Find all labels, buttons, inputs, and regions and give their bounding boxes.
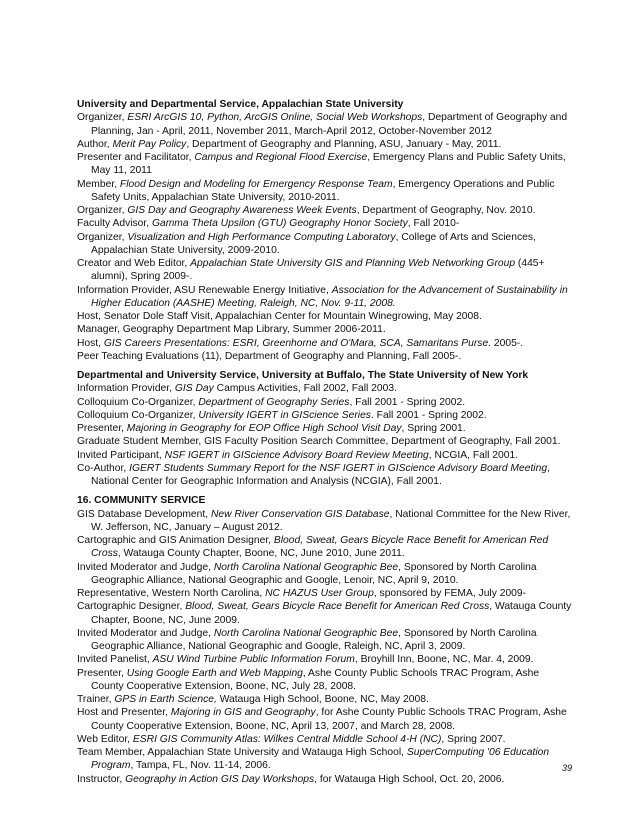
entry-text: , Broyhill Inn, Boone, NC, Mar. 4, 2009. <box>354 654 534 666</box>
service-entry <box>77 508 572 535</box>
entry-title-text: Flood Design and Modeling for Emergency Response Team <box>119 178 393 190</box>
entry-text: , Spring 2007. <box>441 733 506 745</box>
entry-text: Invited Moderator and Judge, <box>77 627 214 639</box>
entry-text: Host, <box>77 337 104 349</box>
entry-text: , Emergency Operations and Public Safety Units, Appalachian State University, 2010-2011. <box>91 178 555 203</box>
entry-title-text: Blood, Sweat, Gears Bicycle Race Benefit for American Red Cross <box>185 601 490 613</box>
service-entry <box>77 178 572 205</box>
service-entry <box>77 151 572 178</box>
entry-text: Invited Moderator and Judge, <box>77 561 214 573</box>
entry-text: Colloquium Co-Organizer, <box>77 409 199 421</box>
service-entry <box>77 111 572 138</box>
service-entry <box>77 217 572 230</box>
entry-text: Team Member, Appalachian State University and Watauga High School, <box>77 747 407 758</box>
page-content <box>77 98 572 792</box>
section-heading: Departmental and University Service, University at Buffalo, The State University of New York <box>77 370 529 381</box>
service-entry <box>77 409 572 422</box>
entry-text: Invited Participant, <box>77 449 165 461</box>
service-entry <box>77 138 572 151</box>
entry-title-text: ASU Wind Turbine Public Information Forum <box>152 654 355 666</box>
entry-title-text: NSF IGERT in GIScience Advisory Board Review Meeting <box>164 449 429 461</box>
entry-text: Peer Teaching Evaluations (11), Department of Geography and Planning, Fall 2005-. <box>77 350 462 362</box>
service-entry <box>77 627 572 654</box>
entry-text: Organizer, <box>77 205 128 216</box>
entry-text: , NCGIA, Fall 2001. <box>428 449 519 461</box>
entry-text: Member, <box>77 178 120 190</box>
service-entry <box>77 204 572 217</box>
entry-title-text: University IGERT in GIScience Series <box>198 409 371 421</box>
service-entry <box>77 449 572 462</box>
entry-text: Cartographic Designer, <box>77 601 186 613</box>
entry-title-text: GPS in Earth Science, <box>114 694 217 705</box>
entry-text: Cartographic and GIS Animation Designer, <box>77 535 274 546</box>
entry-title-text: NC HAZUS User Group <box>265 588 374 599</box>
service-entry <box>77 337 572 350</box>
service-entry <box>77 284 572 311</box>
entry-text: Representative, Western North Carolina, <box>77 588 266 599</box>
entry-title-text: Campus and Regional Flood Exercise <box>194 152 368 163</box>
entry-text: Manager, Geography Department Map Library, Summer 2006-2011. <box>77 324 386 336</box>
service-entry <box>77 706 572 733</box>
entry-title-text: Majoring in GIS and Geography <box>170 707 316 719</box>
service-entry <box>77 323 572 336</box>
service-entry <box>77 382 572 395</box>
service-section <box>77 494 572 786</box>
entry-title-text: Merit Pay Policy <box>112 138 187 150</box>
entry-text: (445+ alumni), Spring 2009-. <box>91 258 545 283</box>
entry-title-text: ESRI ArcGIS 10, Python, ArcGIS Online, Social Web Workshops <box>127 112 423 124</box>
section-heading: 16. COMMUNITY SERVICE <box>77 495 206 507</box>
entry-text: , Sponsored by North Carolina Geographic Alliance, National Geographic and Google, Raleigh, NC, April 3, 2009. <box>91 627 537 652</box>
entry-text: , for Watauga High School, Oct. 20, 2006. <box>314 773 505 785</box>
entry-text: Colloquium Co-Organizer, <box>77 396 199 408</box>
service-entry <box>77 422 572 435</box>
entry-text: Co-Author, <box>77 462 130 474</box>
entry-text: , Emergency Plans and Public Safety Units, May 11, 2011 <box>91 152 566 177</box>
entry-title-text: Association for the Advancement of Sustainability in Higher Education (AASHE) Meeting, Raleigh, NC, Nov. 9-11, 2008. <box>91 284 568 309</box>
service-entry <box>77 534 572 561</box>
service-entry <box>77 257 572 284</box>
entry-text: Watauga High School, Boone, NC, May 2008. <box>216 694 429 705</box>
entry-title-text: GIS Day and Geography Awareness Week Events <box>127 205 357 216</box>
entry-text: . Fall 2001 - Spring 2002. <box>370 409 487 421</box>
entry-title-text: SuperComputing '06 Education Program <box>91 747 550 772</box>
entry-text: Host and Presenter, <box>77 707 171 719</box>
entry-text: Organizer, <box>77 231 128 243</box>
entry-text: , Spring 2001. <box>401 423 466 434</box>
service-entry <box>77 462 572 489</box>
entry-text: , Watauga County Chapter, Boone, NC, June 2010, June 2011. <box>117 548 405 560</box>
entry-text: Information Provider, ASU Renewable Energy Initiative, <box>77 284 332 296</box>
entry-text: , Department of Geography, Nov. 2010. <box>356 205 536 216</box>
entry-title-text: Department of Geography Series <box>198 396 350 408</box>
entry-text: , Watauga County Chapter, Boone, NC, June 2009. <box>91 601 572 626</box>
entry-title-text: Majoring in Geography for EOP Office High School Visit Day <box>126 423 402 434</box>
entry-text: Organizer, <box>77 112 128 124</box>
service-entry <box>77 667 572 694</box>
entry-text: , National Center for Geographic Information and Analysis (NCGIA), Fall 2001. <box>91 462 550 487</box>
entry-text: Host, Senator Dole Staff Visit, Appalachian Center for Mountain Winegrowing, May 2008. <box>77 311 482 322</box>
service-entry <box>77 310 572 323</box>
service-entry <box>77 587 572 600</box>
service-entry <box>77 693 572 706</box>
entry-text: Faculty Advisor, <box>77 218 152 230</box>
service-entry <box>77 396 572 409</box>
entry-title-text: ESRI GIS Community Atlas: Wilkes Central Middle School 4-H (NC) <box>132 733 442 745</box>
entry-text: Creator and Web Editor, <box>77 258 191 269</box>
entry-text: Author, <box>77 138 113 150</box>
entry-text: , for Ashe County Public Schools TRAC Program, Ashe County Cooperative Extension, Boone, NC, April 13, 2007, and March 28, 2008. <box>91 707 567 732</box>
service-entry <box>77 773 572 786</box>
entry-title-text: IGERT Students Summary Report for the NSF IGERT in GIScience Advisory Board Meeting <box>129 462 548 474</box>
entry-title-text: New River Conservation GIS Database <box>210 508 390 520</box>
entry-text: Web Editor, <box>77 733 133 745</box>
service-entry <box>77 561 572 588</box>
page-number: 39 <box>561 763 572 773</box>
entry-text: Information Provider, <box>77 383 175 395</box>
entry-text: , sponsored by FEMA, July 2009- <box>373 588 527 599</box>
entry-text: , College of Arts and Sciences, Appalachian State University, 2009-2010. <box>91 231 536 256</box>
entry-text: Campus Activities, Fall 2002, Fall 2003. <box>213 383 397 395</box>
entry-text: , Ashe County Public Schools TRAC Program, Ashe County Cooperative Extension, Boone, NC, July 28, 2008. <box>91 667 540 692</box>
entry-text: , National Committee for the New River, W. Jefferson, NC, January – August 2012. <box>91 508 571 533</box>
entry-text: GIS Database Development, <box>77 508 211 520</box>
entry-text: , Fall 2010- <box>407 218 460 230</box>
service-section <box>77 98 572 363</box>
entry-title-text: Blood, Sweat, Gears Bicycle Race Benefit for American Red Cross <box>91 535 549 560</box>
service-entry <box>77 653 572 666</box>
service-entry <box>77 350 572 363</box>
entry-text: , Sponsored by North Carolina Geographic Alliance, National Geographic and Google, Lenoir, NC, April 9, 2010. <box>91 561 537 586</box>
entry-text: Invited Panelist, <box>77 654 153 666</box>
service-entry <box>77 435 572 448</box>
entry-text: Presenter, <box>77 423 127 434</box>
entry-text: , Fall 2001 - Spring 2002. <box>349 396 466 408</box>
entry-title-text: Visualization and High Performance Computing Laboratory <box>127 231 396 243</box>
section-heading: University and Departmental Service, Appalachian State University <box>77 99 404 110</box>
entry-text: Presenter, <box>77 667 127 679</box>
service-section <box>77 369 572 488</box>
entry-text: Trainer, <box>77 694 115 705</box>
entry-title-text: Appalachian State University GIS and Planning Web Networking Group <box>190 258 516 269</box>
entry-text: , Department of Geography and Planning, ASU, January - May, 2011. <box>186 138 502 150</box>
entry-title-text: North Carolina National Geographic Bee <box>213 561 399 573</box>
entry-text: Graduate Student Member, GIS Faculty Position Search Committee, Department of Geography, Fall 2001. <box>77 436 561 448</box>
entry-title-text: Geography in Action GIS Day Workshops <box>125 773 315 785</box>
entry-title-text: North Carolina National Geographic Bee <box>213 627 399 639</box>
service-entry <box>77 600 572 627</box>
entry-text: , Tampa, FL, Nov. 11-14, 2006. <box>130 760 271 772</box>
entry-text: Presenter and Facilitator, <box>77 152 195 163</box>
service-entry <box>77 231 572 258</box>
service-entry <box>77 733 572 746</box>
entry-text: Instructor, <box>77 773 126 785</box>
service-entry <box>77 746 572 773</box>
entry-title-text: Using Google Earth and Web Mapping <box>126 667 303 679</box>
entry-title-text: GIS Careers Presentations: ESRI, Greenhorne and O'Mara, SCA, Samaritans Purse <box>103 337 489 349</box>
entry-title-text: GIS Day <box>174 383 214 395</box>
entry-text: . 2005-. <box>488 337 524 349</box>
entry-text: , Department of Geography and Planning, Jan - April, 2011, November 2011, March-April 2012, October-November 2012 <box>91 112 568 137</box>
entry-title-text: Gamma Theta Upsilon (GTU) Geography Honor Society <box>151 218 408 230</box>
